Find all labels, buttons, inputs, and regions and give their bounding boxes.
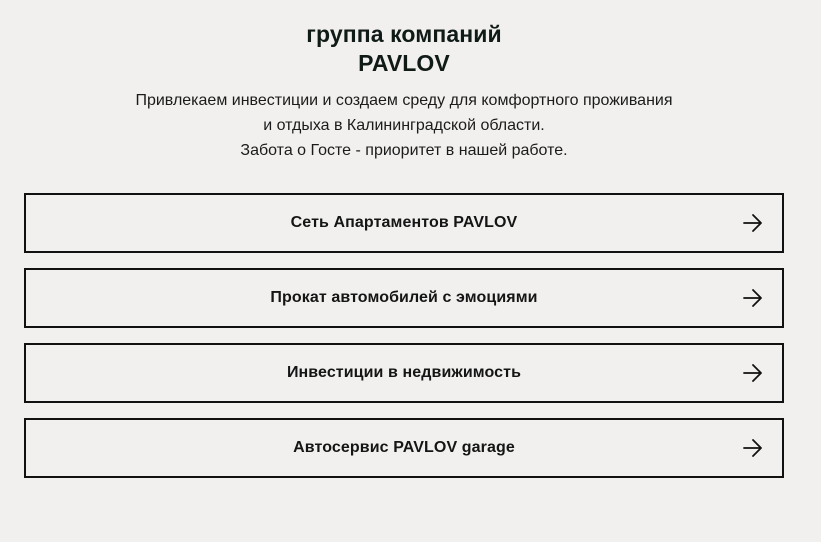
brand-name: PAVLOV <box>358 50 450 76</box>
arrow-right-icon <box>742 212 764 234</box>
link-label: Сеть Апартаментов PAVLOV <box>290 214 518 231</box>
link-label: Автосервис PAVLOV garage <box>293 439 515 456</box>
page-subtitle <box>0 88 808 163</box>
link-label: Инвестиции в недвижимость <box>286 364 522 381</box>
arrow-right-icon <box>742 287 764 309</box>
subtitle-line: и отдыха в Калининградской области. <box>263 117 545 134</box>
link-apartments-button[interactable] <box>24 193 784 253</box>
page-title: группа компаний <box>306 21 502 47</box>
link-label: Прокат автомобилей с эмоциями <box>270 289 538 306</box>
header <box>0 20 808 163</box>
arrow-right-icon <box>742 437 764 459</box>
link-list <box>24 193 784 493</box>
subtitle-line: Привлекаем инвестиции и создаем среду для комфортного проживания <box>135 92 673 109</box>
link-car-rental-button[interactable] <box>24 268 784 328</box>
link-real-estate-investment-button[interactable] <box>24 343 784 403</box>
link-garage-button[interactable] <box>24 418 784 478</box>
subtitle-line: Забота о Госте - приоритет в нашей работе. <box>240 142 568 159</box>
arrow-right-icon <box>742 362 764 384</box>
